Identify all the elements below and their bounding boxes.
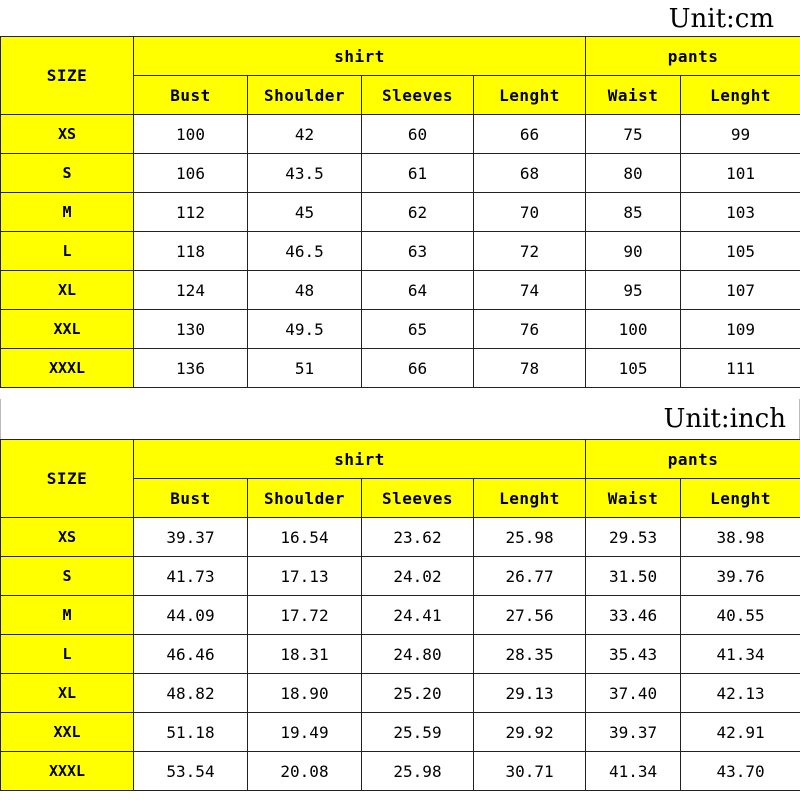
measurement-cell: 37.40 [586, 674, 681, 713]
table-row [1, 115, 800, 154]
measurement-cell: 17.13 [248, 557, 362, 596]
table-row [1, 349, 800, 388]
measurement-cell: 39.76 [681, 557, 800, 596]
size-cell: XXXL [1, 752, 134, 791]
column-header: Lenght [681, 76, 800, 115]
measurement-cell: 44.09 [134, 596, 248, 635]
size-cell: XS [1, 518, 134, 557]
measurement-cell: 100 [134, 115, 248, 154]
measurement-cell: 66 [474, 115, 586, 154]
measurement-cell: 78 [474, 349, 586, 388]
table-row [1, 713, 800, 752]
size-cell: M [1, 596, 134, 635]
column-header: Lenght [474, 479, 586, 518]
measurement-cell: 28.35 [474, 635, 586, 674]
column-header: Lenght [474, 76, 586, 115]
size-cell: XL [1, 271, 134, 310]
measurement-cell: 33.46 [586, 596, 681, 635]
measurement-cell: 25.59 [362, 713, 474, 752]
size-header: SIZE [1, 440, 134, 518]
measurement-cell: 103 [681, 193, 800, 232]
measurement-cell: 105 [586, 349, 681, 388]
measurement-cell: 80 [586, 154, 681, 193]
size-cell: XS [1, 115, 134, 154]
measurement-cell: 112 [134, 193, 248, 232]
size-cell: XXL [1, 310, 134, 349]
measurement-cell: 17.72 [248, 596, 362, 635]
column-header: Sleeves [362, 76, 474, 115]
size-cell: L [1, 635, 134, 674]
measurement-cell: 136 [134, 349, 248, 388]
column-header: Shoulder [248, 76, 362, 115]
measurement-cell: 62 [362, 193, 474, 232]
table-row [1, 596, 800, 635]
measurement-cell: 24.02 [362, 557, 474, 596]
measurement-cell: 49.5 [248, 310, 362, 349]
table-row [1, 752, 800, 791]
size-cell: S [1, 154, 134, 193]
table-row [1, 154, 800, 193]
measurement-cell: 29.13 [474, 674, 586, 713]
measurement-cell: 43.5 [248, 154, 362, 193]
measurement-cell: 100 [586, 310, 681, 349]
table-row [1, 635, 800, 674]
table-row [1, 518, 800, 557]
table-row [1, 557, 800, 596]
measurement-cell: 85 [586, 193, 681, 232]
measurement-cell: 45 [248, 193, 362, 232]
measurement-cell: 40.55 [681, 596, 800, 635]
measurement-cell: 106 [134, 154, 248, 193]
measurement-cell: 65 [362, 310, 474, 349]
measurement-cell: 16.54 [248, 518, 362, 557]
measurement-cell: 41.73 [134, 557, 248, 596]
column-header: Bust [134, 479, 248, 518]
measurement-cell: 41.34 [586, 752, 681, 791]
measurement-cell: 68 [474, 154, 586, 193]
measurement-cell: 35.43 [586, 635, 681, 674]
measurement-cell: 111 [681, 349, 800, 388]
column-header: Sleeves [362, 479, 474, 518]
size-chart-cm-body [1, 37, 800, 388]
measurement-cell: 53.54 [134, 752, 248, 791]
measurement-cell: 42.91 [681, 713, 800, 752]
measurement-cell: 48 [248, 271, 362, 310]
size-chart-inch [0, 439, 800, 791]
measurement-cell: 25.98 [474, 518, 586, 557]
measurement-cell: 31.50 [586, 557, 681, 596]
size-chart-inch-body [1, 440, 800, 791]
measurement-cell: 48.82 [134, 674, 248, 713]
size-cell: XXL [1, 713, 134, 752]
size-chart-cm [0, 36, 800, 388]
shirt-header: shirt [134, 37, 586, 76]
table-row [1, 193, 800, 232]
column-header: Shoulder [248, 479, 362, 518]
measurement-cell: 39.37 [134, 518, 248, 557]
measurement-cell: 107 [681, 271, 800, 310]
measurement-cell: 64 [362, 271, 474, 310]
measurement-cell: 24.80 [362, 635, 474, 674]
measurement-cell: 105 [681, 232, 800, 271]
measurement-cell: 75 [586, 115, 681, 154]
measurement-cell: 99 [681, 115, 800, 154]
measurement-cell: 118 [134, 232, 248, 271]
measurement-cell: 42 [248, 115, 362, 154]
measurement-cell: 29.53 [586, 518, 681, 557]
measurement-cell: 39.37 [586, 713, 681, 752]
pants-header: pants [586, 440, 800, 479]
measurement-cell: 46.46 [134, 635, 248, 674]
pants-header: pants [586, 37, 800, 76]
measurement-cell: 25.20 [362, 674, 474, 713]
measurement-cell: 43.70 [681, 752, 800, 791]
measurement-cell: 18.31 [248, 635, 362, 674]
measurement-cell: 72 [474, 232, 586, 271]
measurement-cell: 46.5 [248, 232, 362, 271]
column-header: Waist [586, 76, 681, 115]
measurement-cell: 66 [362, 349, 474, 388]
measurement-cell: 42.13 [681, 674, 800, 713]
measurement-cell: 61 [362, 154, 474, 193]
measurement-cell: 41.34 [681, 635, 800, 674]
measurement-cell: 90 [586, 232, 681, 271]
size-cell: M [1, 193, 134, 232]
measurement-cell: 60 [362, 115, 474, 154]
measurement-cell: 18.90 [248, 674, 362, 713]
measurement-cell: 51.18 [134, 713, 248, 752]
measurement-cell: 70 [474, 193, 586, 232]
table-row [1, 674, 800, 713]
measurement-cell: 29.92 [474, 713, 586, 752]
measurement-cell: 124 [134, 271, 248, 310]
measurement-cell: 30.71 [474, 752, 586, 791]
size-cell: XL [1, 674, 134, 713]
measurement-cell: 109 [681, 310, 800, 349]
size-cell: L [1, 232, 134, 271]
column-header: Waist [586, 479, 681, 518]
column-header: Lenght [681, 479, 800, 518]
size-cell: S [1, 557, 134, 596]
size-cell: XXXL [1, 349, 134, 388]
measurement-cell: 19.49 [248, 713, 362, 752]
table-row [1, 271, 800, 310]
measurement-cell: 24.41 [362, 596, 474, 635]
measurement-cell: 63 [362, 232, 474, 271]
measurement-cell: 23.62 [362, 518, 474, 557]
table-row [1, 310, 800, 349]
column-header: Bust [134, 76, 248, 115]
measurement-cell: 27.56 [474, 596, 586, 635]
header-row [1, 37, 800, 76]
measurement-cell: 76 [474, 310, 586, 349]
measurement-cell: 38.98 [681, 518, 800, 557]
measurement-cell: 20.08 [248, 752, 362, 791]
unit-inch-label: Unit:inch [663, 404, 786, 434]
measurement-cell: 26.77 [474, 557, 586, 596]
measurement-cell: 130 [134, 310, 248, 349]
unit-cm-label: Unit:cm [668, 4, 774, 34]
measurement-cell: 101 [681, 154, 800, 193]
measurement-cell: 74 [474, 271, 586, 310]
table-row [1, 232, 800, 271]
shirt-header: shirt [134, 440, 586, 479]
measurement-cell: 51 [248, 349, 362, 388]
header-row [1, 440, 800, 479]
measurement-cell: 95 [586, 271, 681, 310]
measurement-cell: 25.98 [362, 752, 474, 791]
size-header: SIZE [1, 37, 134, 115]
